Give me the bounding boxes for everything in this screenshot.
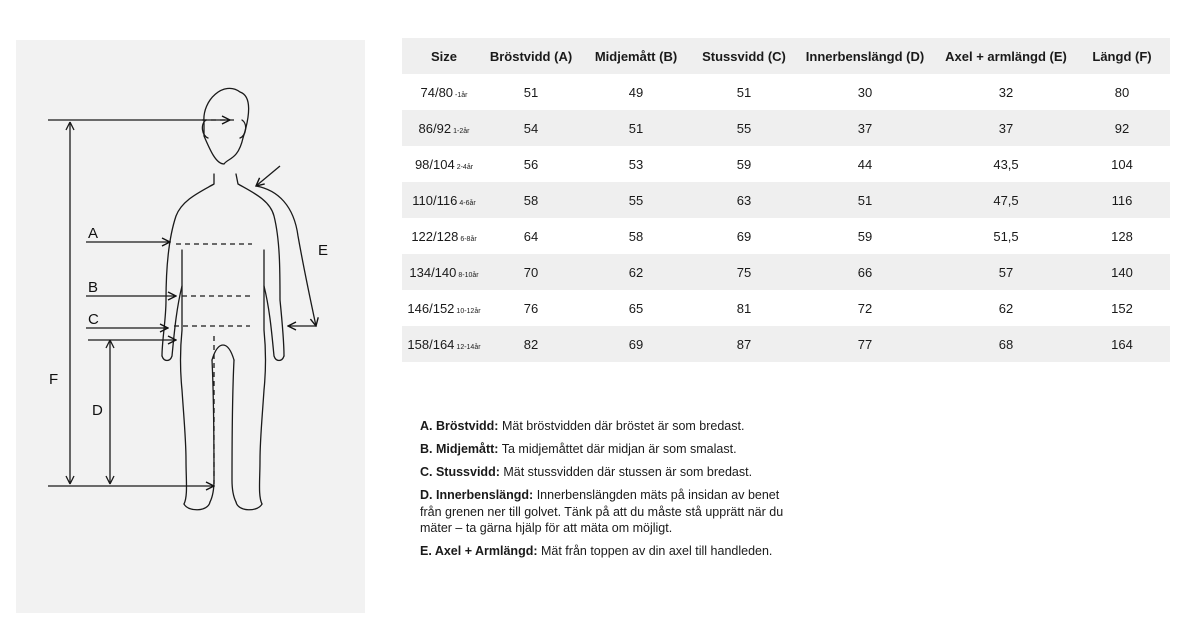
table-body: [402, 74, 1170, 362]
measure-cell: 152: [1111, 300, 1133, 316]
measure-cell: 49: [628, 84, 644, 100]
measure-cell: 44: [857, 156, 873, 172]
measure-cell: 65: [628, 300, 644, 316]
table-row: [402, 290, 1170, 326]
measure-cell: 77: [792, 326, 938, 362]
label-f: F: [49, 371, 59, 388]
measure-cell: 66: [792, 254, 938, 290]
measure-cell: 68: [938, 326, 1074, 362]
age-range: 4-6år: [459, 199, 476, 207]
child-body-illustration: [16, 40, 365, 613]
measurement-figure-panel: [16, 40, 365, 613]
measurement-notes: [420, 418, 800, 566]
size-value: 110/116: [412, 192, 458, 208]
header-inseam: Innerbenslängd (D): [792, 38, 938, 74]
table-row: [402, 146, 1170, 182]
table-row: [402, 110, 1170, 146]
size-value: 158/164: [407, 336, 455, 352]
table-row: [402, 326, 1170, 362]
size-value: 134/140: [409, 264, 457, 280]
age-range: 10-12år: [456, 307, 481, 315]
size-cell: [402, 326, 486, 362]
size-cell: [402, 146, 486, 182]
measure-cell: 64: [523, 228, 539, 244]
note-hip: [420, 464, 800, 481]
table-header-row: [402, 38, 1170, 74]
size-cell: [402, 74, 486, 110]
measure-cell: 55: [576, 182, 696, 218]
note-waist: [420, 441, 800, 458]
size-value: 74/80: [420, 84, 454, 100]
label-b: B: [88, 279, 99, 296]
measure-cell: 56: [523, 156, 539, 172]
age-range: 1-2år: [453, 127, 470, 135]
header-shoulder-arm: Axel + armlängd (E): [938, 38, 1074, 74]
measure-cell: 69: [576, 326, 696, 362]
age-range: -1år: [455, 91, 468, 99]
size-value: 86/92: [418, 120, 452, 136]
measure-cell: 76: [523, 300, 539, 316]
measure-cell: 51: [792, 182, 938, 218]
note-inseam: [420, 487, 800, 537]
measure-cell: 58: [628, 228, 644, 244]
measure-cell: 37: [792, 110, 938, 146]
measure-cell: 62: [998, 300, 1014, 316]
age-range: 2-4år: [456, 163, 474, 171]
measure-cell: 87: [696, 326, 792, 362]
measure-cell: 59: [736, 156, 752, 172]
body-outline: [162, 88, 284, 509]
measure-cell: 37: [938, 110, 1074, 146]
label-c: C: [88, 311, 99, 328]
measure-cell: 69: [736, 228, 752, 244]
measure-cell: 75: [696, 254, 792, 290]
note-shoulder-arm: [420, 543, 800, 560]
age-range: 6-8år: [460, 235, 477, 243]
note-term: B. Midjemått:: [420, 442, 499, 456]
measure-cell: 43,5: [993, 156, 1019, 172]
measure-cell: 47,5: [938, 182, 1074, 218]
note-term: A. Bröstvidd:: [420, 419, 499, 433]
size-cell: [402, 254, 486, 290]
label-d: D: [92, 402, 103, 419]
size-cell: [402, 182, 486, 218]
measure-cell: 58: [486, 182, 576, 218]
note-term: D. Innerbenslängd:: [420, 488, 534, 502]
measure-cell: 59: [857, 228, 873, 244]
measure-cell: 116: [1074, 182, 1170, 218]
measure-cell: 32: [998, 84, 1014, 100]
measure-cell: 30: [857, 84, 873, 100]
measure-cell: 80: [1114, 84, 1130, 100]
measure-cell: 70: [486, 254, 576, 290]
measure-cell: 54: [486, 110, 576, 146]
measure-cell: 140: [1074, 254, 1170, 290]
measure-cell: 57: [938, 254, 1074, 290]
label-a: A: [88, 225, 99, 242]
measure-cell: 92: [1074, 110, 1170, 146]
label-e: E: [318, 242, 329, 259]
measure-cell: 51: [523, 84, 539, 100]
note-text: Innerbenslängden mäts på insidan av benet från grenen ner till golvet. Tänk på att du måste stå upprätt när du mäter – ta gärna hjälp för att mäta om möjligt.: [420, 488, 784, 535]
size-chart-table: [402, 38, 1170, 362]
size-value: 98/104: [414, 156, 455, 172]
measure-dashes: [174, 120, 252, 484]
table-row: [402, 218, 1170, 254]
table-row: [402, 182, 1170, 218]
header-size: Size: [402, 38, 486, 74]
table-row: [402, 254, 1170, 290]
measure-cell: 72: [857, 300, 873, 316]
header-chest: Bröstvidd (A): [486, 38, 576, 74]
measure-cell: 51,5: [993, 228, 1019, 244]
measure-cell: 53: [628, 156, 644, 172]
note-text: Mät bröstvidden där bröstet är som bredast.: [501, 419, 745, 433]
note-chest: [420, 418, 800, 435]
age-range: 12-14år: [456, 343, 481, 351]
age-range: 8-10år: [458, 271, 479, 279]
measure-cell: 51: [576, 110, 696, 146]
size-value: 122/128: [411, 228, 459, 244]
header-length: Längd (F): [1074, 38, 1170, 74]
header-waist: Midjemått (B): [576, 38, 696, 74]
measure-cell: 164: [1074, 326, 1170, 362]
note-text: Mät från toppen av din axel till handleden.: [541, 544, 773, 558]
measure-cell: 81: [736, 300, 752, 316]
measure-cell: 51: [736, 84, 752, 100]
measure-cell: 82: [486, 326, 576, 362]
note-text: Ta midjemåttet där midjan är som smalast.: [501, 442, 737, 456]
table-row: [402, 74, 1170, 110]
measure-cell: 62: [576, 254, 696, 290]
size-cell: [402, 290, 486, 326]
measure-cell: 55: [696, 110, 792, 146]
note-term: C. Stussvidd:: [420, 465, 500, 479]
note-term: E. Axel + Armlängd:: [420, 544, 538, 558]
note-text: Mät stussvidden där stussen är som bredast.: [503, 465, 753, 479]
size-value: 146/152: [407, 300, 455, 316]
size-cell: [402, 110, 486, 146]
measure-cell: 104: [1111, 156, 1133, 172]
size-cell: [402, 218, 486, 254]
header-hip: Stussvidd (C): [696, 38, 792, 74]
measure-cell: 63: [696, 182, 792, 218]
measure-cell: 128: [1111, 228, 1133, 244]
